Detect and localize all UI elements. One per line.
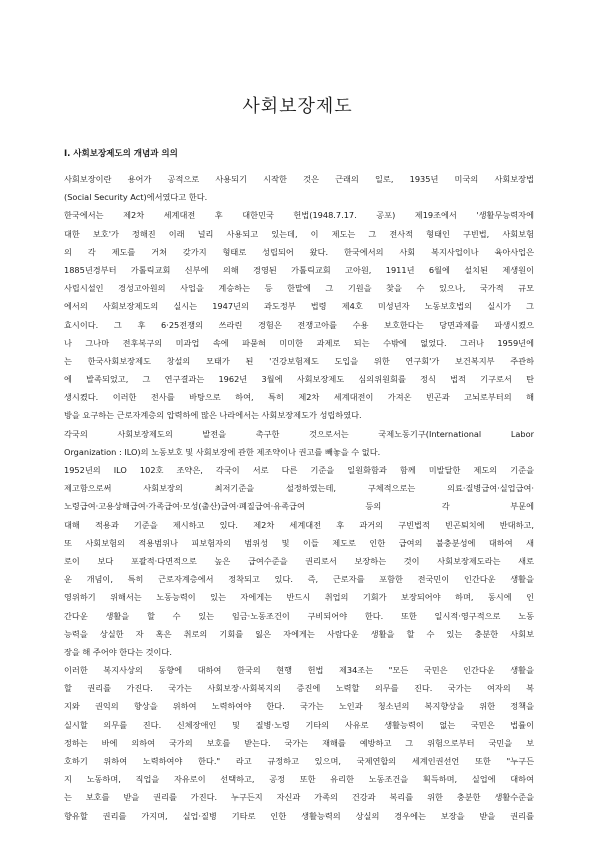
- text-line: 에 발족되었고, 그 연구결과는 1962년 3월에 사회보장제도 심의위원회를 정식 법적 기구로서 탄: [64, 374, 534, 385]
- section-heading: Ⅰ. 사회보장제도의 개념과 의의: [64, 149, 178, 159]
- text-line: 사회보장이란 용어가 공적으로 사용되기 시작한 것은 근래의 일로, 1935년 미국의 사회보장법: [64, 174, 534, 184]
- text-line: 영위하기 위해서는 노동능력이 있는 자에게는 반드시 취업의 기회가 보장되어야 하며, 동시에 인: [64, 592, 534, 603]
- text-line: 사립시설인 경성고아원의 사업을 계승하는 등 한말에 그 기원을 찾을 수 있으나, 국가적 규모: [64, 283, 534, 294]
- text-line: 에서의 사회보장제도의 실시는 1947년의 과도정부 법령 제4호 미성년자 노동보호법의 실시가 그: [64, 301, 534, 312]
- text-line: 로이 보다 포괄적·다면적으로 높은 급여수준을 권리로서 보장하는 것이 사회보장제도라는 새로: [64, 555, 534, 566]
- text-line: 향유할 권리를 가지며, 실업·질병 기타로 인한 생활능력의 상실의 경우에는 보장을 받을 권리를: [64, 810, 534, 821]
- text-line: 정하는 바에 의하여 국가의 보호를 받는다. 국가는 재해를 예방하고 그 위험으로부터 국민을 보: [64, 737, 534, 748]
- text-line: 나 그나마 전후복구의 미과업 속에 파묻혀 미미한 과제로 되는 수밖에 없었다. 그러나 1959년에: [64, 337, 534, 348]
- text-line: 제고함으로써 사회보장의 최저기준을 설정하였는데, 구체적으로는 의료·질병급여·실업급여·: [64, 483, 534, 494]
- text-line: (Social Security Act)에서였다고 한다.: [64, 192, 208, 203]
- text-line: 의 각 제도를 거쳐 갖가지 형태로 성립되어 왔다. 한국에서의 사회 복지사업이나 육아사업은: [64, 246, 534, 257]
- text-line: 간다운 생활을 할 수 있는 임금·노동조건이 구비되어야 한다. 또한 일시적·영구적으로 노동: [64, 610, 534, 621]
- text-line: 호하기 위하여 노력하여야 한다." 라고 규정하고 있으며, 국제연합의 세계인권선언 또한 "누구든: [64, 756, 534, 766]
- text-line: 노령급여·고용상해급여·가족급여·모성(출산)급여·폐질급여·유족급여 등의 각 부문에: [64, 501, 534, 512]
- text-line: 는 한국사회보장제도 창설의 모태가 된 '건강보험제도 도입을 위한 연구회'가 보건복지부 주관하: [64, 355, 534, 366]
- text-line: 는 보호를 받을 권리를 가진다. 누구든지 자신과 가족의 건강과 복리를 위한 충분한 생활수준을: [64, 792, 534, 803]
- text-line: 지 노동하며, 직업을 자유로이 선택하고, 공정 또한 유리한 노동조건을 획득하며, 실업에 대하여: [64, 774, 534, 785]
- text-line: 효시이다. 그 후 6·25전쟁의 쓰라린 경험은 전쟁고아를 수용 보호한다는 당면과제를 파생시켰으: [64, 319, 534, 330]
- text-line: 생시켰다. 이러한 전사를 바탕으로 하여, 특히 제2차 세계대전이 가져온 빈곤과 고뇌로부터의 해: [64, 392, 534, 403]
- text-line: 방을 요구하는 근로자계층의 압력하에 많은 나라에서는 사회보장제도가 성립하였다.: [64, 410, 362, 421]
- document-title: 사회보장제도: [242, 96, 353, 117]
- text-line: 할 권리를 가진다. 국가는 사회보장·사회복지의 증진에 노력할 의무를 진다. 국가는 여자의 복: [64, 683, 534, 694]
- text-line: 각국의 사회보장제도의 발전을 촉구한 것으로서는 국제노동기구(International Labor: [64, 428, 534, 439]
- text-line: 실시할 의무를 진다. 신체장애인 및 질병·노령 기타의 사유로 생활능력이 없는 국민은 법률이: [64, 719, 534, 730]
- text-line: 또 사회보험의 적용범위나 피보험자의 범위성 및 이들 제도로 인한 급여의 불충분성에 대하여 새: [64, 537, 534, 548]
- text-line: 1885년경부터 가톨릭교회 신부에 의해 경영된 가톨릭교회 고아원, 1911년 6월에 설치된 제생원이: [64, 264, 534, 275]
- text-line: 한국에서는 제2차 세계대전 후 대한민국 헌법(1948.7.17. 공포) 제19조에서 '생활무능력자에: [64, 210, 534, 221]
- text-line: Organization : ILO)의 노동보호 및 사회보장에 관한 제조약이나 권고를 빼놓을 수 없다.: [64, 446, 381, 457]
- text-line: 대해 적용과 기준을 제시하고 있다. 제2차 세계대전 후 과거의 구빈법적 빈곤퇴치에 반대하고,: [64, 519, 534, 530]
- body-text: [64, 164, 534, 825]
- text-line: 대한 보호'가 정해진 이래 널리 사용되고 있는데, 이 제도는 그 전사적 형태인 구빈법, 사회보험: [64, 228, 534, 239]
- text-line: 지와 권익의 향상을 위하여 노력하여야 한다. 국가는 노인과 청소년의 복지향상을 위한 정책을: [64, 701, 534, 712]
- text-line: 이러한 복지사상의 동향에 대하여 한국의 현행 헌법 제34조는 "모든 국민은 인간다운 생활을: [64, 665, 534, 676]
- text-line: 운 개념이, 특히 근로자계층에서 정착되고 있다. 즉, 근로자를 포함한 전국민이 인간다운 생활을: [64, 574, 534, 585]
- text-line: 능력을 상실한 자 혹은 취로의 기회를 잃은 자에게는 사람다운 생활을 할 수 있는 충분한 사회보: [64, 628, 534, 639]
- text-line: 1952년의 ILO 102호 조약은, 각국이 서로 다른 기준을 일원화함과 함께 미발달한 제도의 기준을: [64, 465, 534, 475]
- text-line: 장을 해 주어야 한다는 것이다.: [64, 646, 172, 657]
